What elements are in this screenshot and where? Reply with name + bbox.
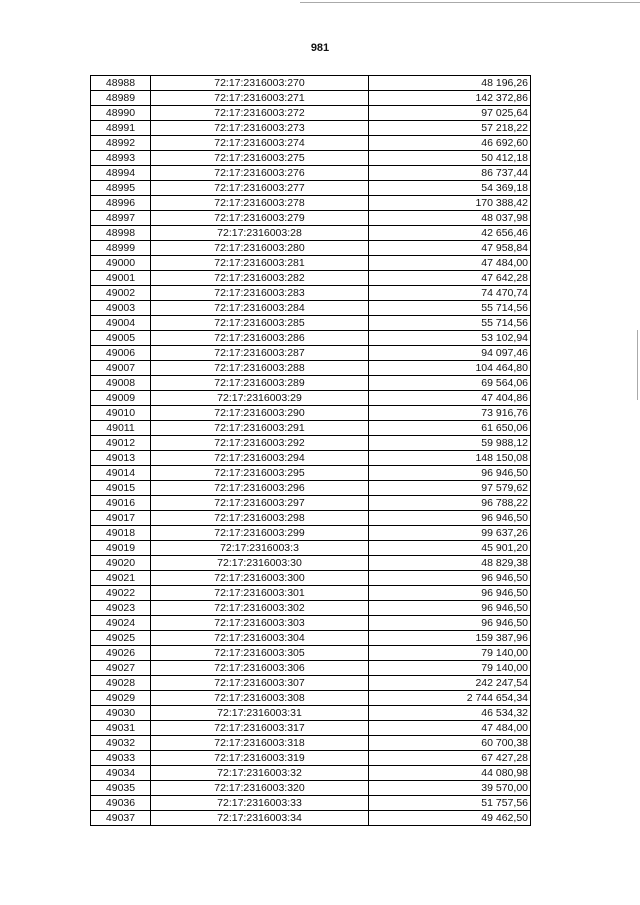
value-cell: 51 757,56	[369, 796, 531, 811]
row-number-cell: 49033	[91, 751, 151, 766]
right-edge-mark	[637, 330, 638, 400]
row-number-cell: 49035	[91, 781, 151, 796]
cadastral-number-cell: 72:17:2316003:285	[151, 316, 369, 331]
cadastral-number-cell: 72:17:2316003:317	[151, 721, 369, 736]
cadastral-number-cell: 72:17:2316003:306	[151, 661, 369, 676]
row-number-cell: 48993	[91, 151, 151, 166]
table-row	[91, 181, 531, 196]
registry-table-body	[91, 76, 531, 826]
row-number-cell: 49027	[91, 661, 151, 676]
row-number-cell: 48998	[91, 226, 151, 241]
value-cell: 47 642,28	[369, 271, 531, 286]
row-number-cell: 49021	[91, 571, 151, 586]
table-row	[91, 556, 531, 571]
table-row	[91, 226, 531, 241]
cadastral-number-cell: 72:17:2316003:305	[151, 646, 369, 661]
row-number-cell: 49005	[91, 331, 151, 346]
cadastral-number-cell: 72:17:2316003:298	[151, 511, 369, 526]
value-cell: 53 102,94	[369, 331, 531, 346]
value-cell: 79 140,00	[369, 646, 531, 661]
value-cell: 47 484,00	[369, 721, 531, 736]
table-row	[91, 211, 531, 226]
row-number-cell: 49019	[91, 541, 151, 556]
cadastral-number-cell: 72:17:2316003:292	[151, 436, 369, 451]
table-row	[91, 481, 531, 496]
row-number-cell: 49031	[91, 721, 151, 736]
row-number-cell: 49030	[91, 706, 151, 721]
cadastral-number-cell: 72:17:2316003:297	[151, 496, 369, 511]
cadastral-number-cell: 72:17:2316003:290	[151, 406, 369, 421]
table-row	[91, 451, 531, 466]
cadastral-number-cell: 72:17:2316003:318	[151, 736, 369, 751]
value-cell: 96 946,50	[369, 616, 531, 631]
table-row	[91, 91, 531, 106]
table-row	[91, 721, 531, 736]
value-cell: 47 484,00	[369, 256, 531, 271]
value-cell: 50 412,18	[369, 151, 531, 166]
cadastral-number-cell: 72:17:2316003:275	[151, 151, 369, 166]
cadastral-number-cell: 72:17:2316003:287	[151, 346, 369, 361]
value-cell: 61 650,06	[369, 421, 531, 436]
table-row	[91, 151, 531, 166]
cadastral-number-cell: 72:17:2316003:319	[151, 751, 369, 766]
value-cell: 55 714,56	[369, 301, 531, 316]
table-row	[91, 331, 531, 346]
table-row	[91, 436, 531, 451]
row-number-cell: 48995	[91, 181, 151, 196]
cadastral-number-cell: 72:17:2316003:30	[151, 556, 369, 571]
value-cell: 69 564,06	[369, 376, 531, 391]
table-row	[91, 391, 531, 406]
table-row	[91, 781, 531, 796]
row-number-cell: 49028	[91, 676, 151, 691]
row-number-cell: 49002	[91, 286, 151, 301]
table-row	[91, 811, 531, 826]
cadastral-number-cell: 72:17:2316003:284	[151, 301, 369, 316]
value-cell: 60 700,38	[369, 736, 531, 751]
table-row	[91, 106, 531, 121]
cadastral-number-cell: 72:17:2316003:33	[151, 796, 369, 811]
row-number-cell: 49004	[91, 316, 151, 331]
value-cell: 96 946,50	[369, 571, 531, 586]
value-cell: 55 714,56	[369, 316, 531, 331]
cadastral-number-cell: 72:17:2316003:281	[151, 256, 369, 271]
row-number-cell: 49015	[91, 481, 151, 496]
row-number-cell: 49032	[91, 736, 151, 751]
cadastral-number-cell: 72:17:2316003:304	[151, 631, 369, 646]
row-number-cell: 48992	[91, 136, 151, 151]
table-row	[91, 256, 531, 271]
value-cell: 48 037,98	[369, 211, 531, 226]
row-number-cell: 48996	[91, 196, 151, 211]
value-cell: 46 534,32	[369, 706, 531, 721]
cadastral-number-cell: 72:17:2316003:32	[151, 766, 369, 781]
cadastral-number-cell: 72:17:2316003:273	[151, 121, 369, 136]
value-cell: 97 579,62	[369, 481, 531, 496]
value-cell: 44 080,98	[369, 766, 531, 781]
cadastral-number-cell: 72:17:2316003:307	[151, 676, 369, 691]
value-cell: 104 464,80	[369, 361, 531, 376]
table-row	[91, 751, 531, 766]
table-row	[91, 286, 531, 301]
table-row	[91, 271, 531, 286]
row-number-cell: 49001	[91, 271, 151, 286]
row-number-cell: 49022	[91, 586, 151, 601]
cadastral-number-cell: 72:17:2316003:278	[151, 196, 369, 211]
value-cell: 49 462,50	[369, 811, 531, 826]
cadastral-number-cell: 72:17:2316003:272	[151, 106, 369, 121]
value-cell: 2 744 654,34	[369, 691, 531, 706]
value-cell: 170 388,42	[369, 196, 531, 211]
cadastral-number-cell: 72:17:2316003:300	[151, 571, 369, 586]
row-number-cell: 49012	[91, 436, 151, 451]
row-number-cell: 49000	[91, 256, 151, 271]
value-cell: 48 829,38	[369, 556, 531, 571]
table-row	[91, 526, 531, 541]
table-row	[91, 706, 531, 721]
cadastral-number-cell: 72:17:2316003:308	[151, 691, 369, 706]
table-row	[91, 166, 531, 181]
table-row	[91, 316, 531, 331]
cadastral-number-cell: 72:17:2316003:320	[151, 781, 369, 796]
cadastral-number-cell: 72:17:2316003:301	[151, 586, 369, 601]
cadastral-number-cell: 72:17:2316003:277	[151, 181, 369, 196]
cadastral-number-cell: 72:17:2316003:294	[151, 451, 369, 466]
table-row	[91, 136, 531, 151]
cadastral-number-cell: 72:17:2316003:291	[151, 421, 369, 436]
cadastral-number-cell: 72:17:2316003:28	[151, 226, 369, 241]
row-number-cell: 49023	[91, 601, 151, 616]
cadastral-number-cell: 72:17:2316003:270	[151, 76, 369, 91]
row-number-cell: 49018	[91, 526, 151, 541]
value-cell: 94 097,46	[369, 346, 531, 361]
cadastral-number-cell: 72:17:2316003:288	[151, 361, 369, 376]
value-cell: 79 140,00	[369, 661, 531, 676]
row-number-cell: 48991	[91, 121, 151, 136]
table-row	[91, 796, 531, 811]
cadastral-number-cell: 72:17:2316003:283	[151, 286, 369, 301]
table-row	[91, 631, 531, 646]
value-cell: 59 988,12	[369, 436, 531, 451]
value-cell: 48 196,26	[369, 76, 531, 91]
cadastral-number-cell: 72:17:2316003:303	[151, 616, 369, 631]
cadastral-number-cell: 72:17:2316003:31	[151, 706, 369, 721]
row-number-cell: 49029	[91, 691, 151, 706]
row-number-cell: 49034	[91, 766, 151, 781]
page-number: 981	[310, 42, 330, 54]
cadastral-number-cell: 72:17:2316003:274	[151, 136, 369, 151]
value-cell: 242 247,54	[369, 676, 531, 691]
value-cell: 67 427,28	[369, 751, 531, 766]
table-row	[91, 301, 531, 316]
row-number-cell: 49017	[91, 511, 151, 526]
cadastral-number-cell: 72:17:2316003:299	[151, 526, 369, 541]
cadastral-number-cell: 72:17:2316003:280	[151, 241, 369, 256]
table-row	[91, 121, 531, 136]
row-number-cell: 49025	[91, 631, 151, 646]
registry-table	[90, 75, 531, 826]
table-row	[91, 376, 531, 391]
row-number-cell: 49003	[91, 301, 151, 316]
value-cell: 47 958,84	[369, 241, 531, 256]
row-number-cell: 49006	[91, 346, 151, 361]
table-row	[91, 76, 531, 91]
table-row	[91, 466, 531, 481]
table-row	[91, 586, 531, 601]
row-number-cell: 49014	[91, 466, 151, 481]
top-edge-line	[300, 2, 640, 3]
value-cell: 96 788,22	[369, 496, 531, 511]
value-cell: 97 025,64	[369, 106, 531, 121]
value-cell: 46 692,60	[369, 136, 531, 151]
value-cell: 57 218,22	[369, 121, 531, 136]
value-cell: 148 150,08	[369, 451, 531, 466]
value-cell: 96 946,50	[369, 601, 531, 616]
cadastral-number-cell: 72:17:2316003:276	[151, 166, 369, 181]
row-number-cell: 49026	[91, 646, 151, 661]
table-row	[91, 361, 531, 376]
row-number-cell: 49011	[91, 421, 151, 436]
cadastral-number-cell: 72:17:2316003:295	[151, 466, 369, 481]
value-cell: 47 404,86	[369, 391, 531, 406]
value-cell: 96 946,50	[369, 466, 531, 481]
table-row	[91, 616, 531, 631]
row-number-cell: 49024	[91, 616, 151, 631]
row-number-cell: 49008	[91, 376, 151, 391]
value-cell: 86 737,44	[369, 166, 531, 181]
cadastral-number-cell: 72:17:2316003:3	[151, 541, 369, 556]
table-row	[91, 646, 531, 661]
cadastral-number-cell: 72:17:2316003:29	[151, 391, 369, 406]
row-number-cell: 49010	[91, 406, 151, 421]
cadastral-number-cell: 72:17:2316003:296	[151, 481, 369, 496]
table-row	[91, 601, 531, 616]
value-cell: 96 946,50	[369, 511, 531, 526]
table-row	[91, 406, 531, 421]
table-row	[91, 736, 531, 751]
value-cell: 96 946,50	[369, 586, 531, 601]
cadastral-number-cell: 72:17:2316003:282	[151, 271, 369, 286]
cadastral-number-cell: 72:17:2316003:302	[151, 601, 369, 616]
table-row	[91, 346, 531, 361]
row-number-cell: 48988	[91, 76, 151, 91]
table-row	[91, 676, 531, 691]
row-number-cell: 48994	[91, 166, 151, 181]
table-row	[91, 196, 531, 211]
value-cell: 159 387,96	[369, 631, 531, 646]
cadastral-number-cell: 72:17:2316003:289	[151, 376, 369, 391]
value-cell: 73 916,76	[369, 406, 531, 421]
row-number-cell: 49016	[91, 496, 151, 511]
row-number-cell: 49036	[91, 796, 151, 811]
table-row	[91, 571, 531, 586]
value-cell: 42 656,46	[369, 226, 531, 241]
row-number-cell: 48989	[91, 91, 151, 106]
row-number-cell: 48999	[91, 241, 151, 256]
row-number-cell: 49037	[91, 811, 151, 826]
value-cell: 142 372,86	[369, 91, 531, 106]
table-row	[91, 766, 531, 781]
cadastral-number-cell: 72:17:2316003:279	[151, 211, 369, 226]
row-number-cell: 49013	[91, 451, 151, 466]
row-number-cell: 49020	[91, 556, 151, 571]
value-cell: 39 570,00	[369, 781, 531, 796]
table-row	[91, 241, 531, 256]
row-number-cell: 48990	[91, 106, 151, 121]
table-row	[91, 661, 531, 676]
cadastral-number-cell: 72:17:2316003:271	[151, 91, 369, 106]
cadastral-number-cell: 72:17:2316003:34	[151, 811, 369, 826]
value-cell: 99 637,26	[369, 526, 531, 541]
cadastral-number-cell: 72:17:2316003:286	[151, 331, 369, 346]
row-number-cell: 48997	[91, 211, 151, 226]
table-row	[91, 511, 531, 526]
table-row	[91, 421, 531, 436]
value-cell: 54 369,18	[369, 181, 531, 196]
table-row	[91, 691, 531, 706]
value-cell: 45 901,20	[369, 541, 531, 556]
value-cell: 74 470,74	[369, 286, 531, 301]
table-row	[91, 496, 531, 511]
table-row	[91, 541, 531, 556]
row-number-cell: 49009	[91, 391, 151, 406]
row-number-cell: 49007	[91, 361, 151, 376]
